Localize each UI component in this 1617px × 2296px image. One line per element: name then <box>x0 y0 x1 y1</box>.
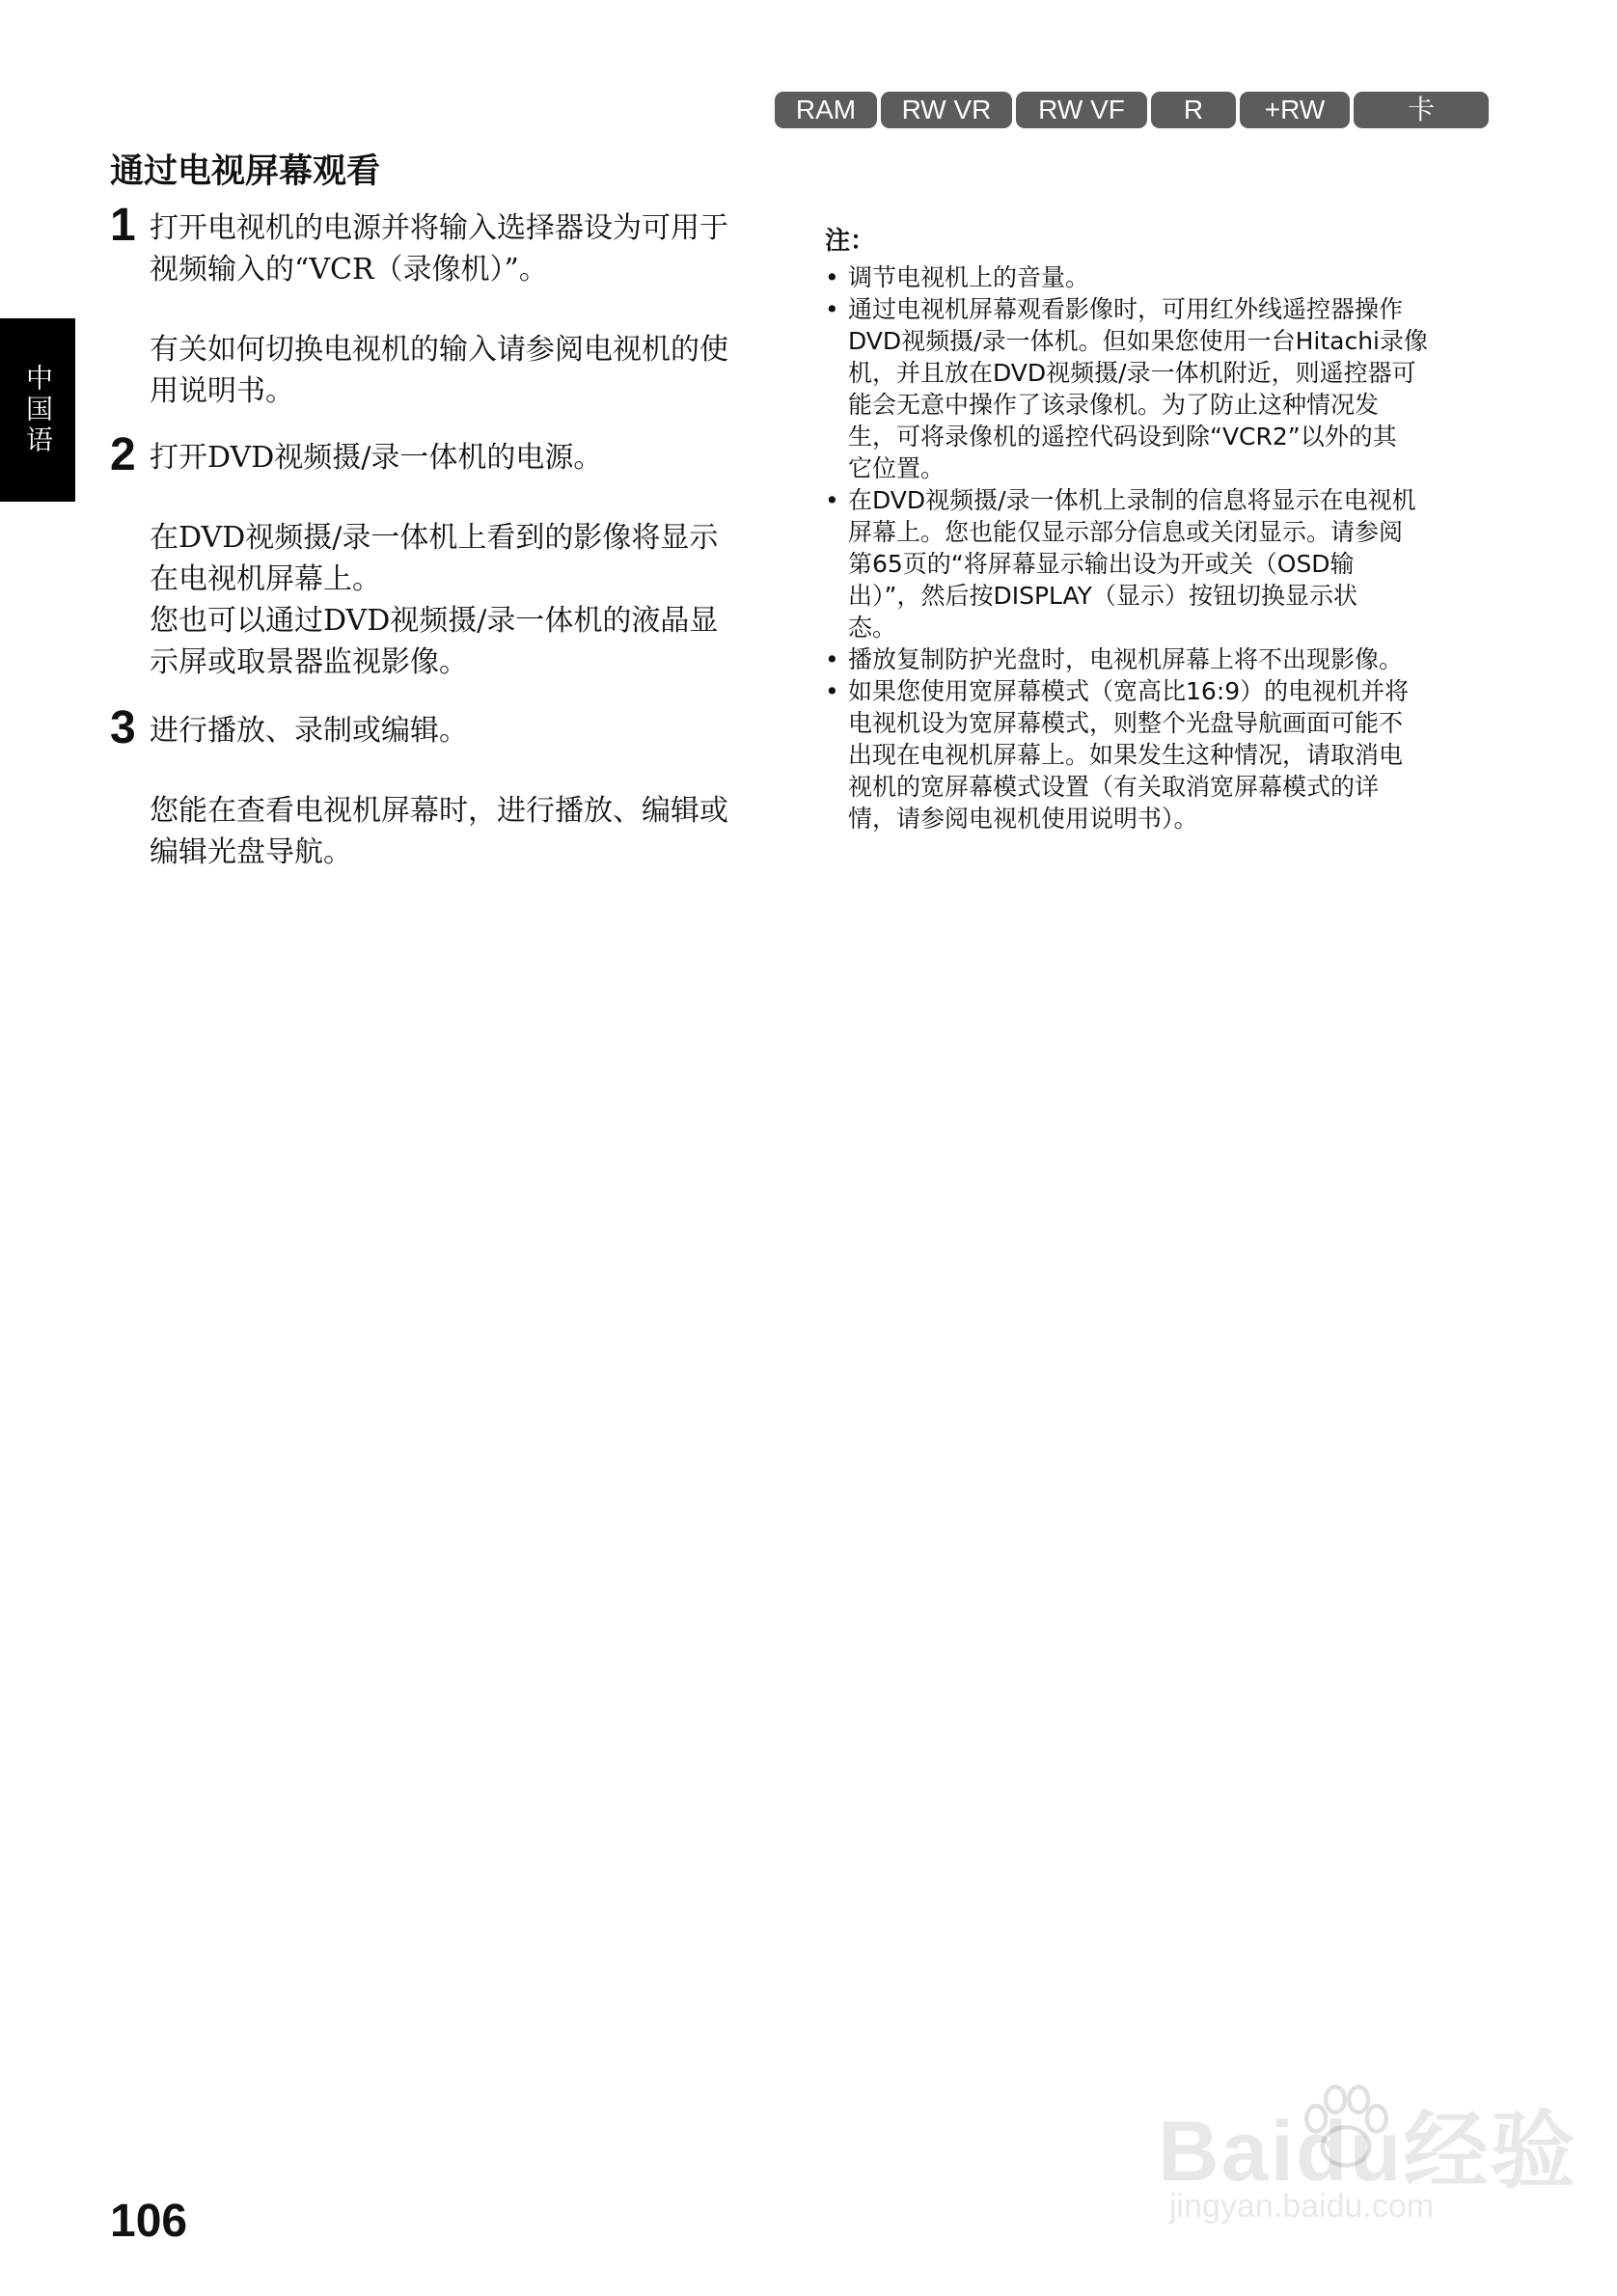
note-line: 它位置。 <box>848 454 946 482</box>
note-line: 屏幕上。您也能仅显示部分信息或关闭显示。请参阅 <box>848 518 1404 546</box>
step-number: 3 <box>110 702 136 753</box>
note-line: 电视机设为宽屏幕模式，则整个光盘导航画面可能不 <box>848 709 1404 737</box>
media-tag-r: R <box>1151 92 1236 128</box>
step-body-line: 在DVD视频摄/录一体机上看到的影像将显示 <box>150 521 719 555</box>
note-line: 出）”，然后按DISPLAY（显示）按钮切换显示状 <box>848 582 1357 610</box>
note-line: 调节电视机上的音量。 <box>848 263 1090 291</box>
note-line: 如果您使用宽屏幕模式（宽高比16:9）的电视机并将 <box>848 677 1410 705</box>
step-body <box>150 329 776 412</box>
bullet-icon: • <box>825 677 839 705</box>
section-title: 通过电视屏幕观看 <box>110 152 381 191</box>
step-heading-line: 打开电视机的电源并将输入选择器设为可用于 <box>150 211 728 245</box>
step-body-line: 示屏或取景器监视影像。 <box>150 645 468 679</box>
step-body-line: 有关如何切换电视机的输入请参阅电视机的使 <box>150 333 728 367</box>
media-tag-rw-vr: RW VR <box>881 92 1012 128</box>
bullet-icon: • <box>825 645 839 673</box>
note-line: 通过电视机屏幕观看影像时，可用红外线遥控器操作 <box>848 295 1404 323</box>
step-body <box>150 517 776 683</box>
step-heading <box>150 207 776 290</box>
note-line: 生，可将录像机的遥控代码设到除“VCR2”以外的其 <box>848 423 1397 451</box>
language-tab-label: 中国语 <box>22 364 54 456</box>
notes-section <box>825 225 1500 834</box>
notes-list <box>825 261 1500 834</box>
step-body-line: 您也可以通过DVD视频摄/录一体机的液晶显 <box>150 604 719 638</box>
step-body-line: 您能在查看电视机屏幕时，进行播放、编辑或 <box>150 794 728 828</box>
note-item <box>825 293 1500 484</box>
watermark-logo-text: Baidu经验 <box>1158 2103 1577 2199</box>
step-heading-line: 打开DVD视频摄/录一体机的电源。 <box>150 441 603 475</box>
step-3 <box>110 702 776 873</box>
step-heading <box>150 710 776 752</box>
step-number: 1 <box>110 200 136 251</box>
note-line: DVD视频摄/录一体机。但如果您使用一台Hitachi录像 <box>848 327 1428 355</box>
step-1 <box>110 200 776 412</box>
watermark-url: jingyan.baidu.com <box>1169 2188 1435 2225</box>
step-heading-line: 进行播放、录制或编辑。 <box>150 714 468 748</box>
note-item <box>825 675 1500 834</box>
step-body <box>150 790 776 873</box>
media-tag-ram: RAM <box>775 92 877 128</box>
steps-column <box>110 200 776 873</box>
note-line: 视机的宽屏幕模式设置（有关取消宽屏幕模式的详 <box>848 773 1380 801</box>
note-line: 态。 <box>848 614 897 642</box>
step-body-line: 在电视机屏幕上。 <box>150 562 381 596</box>
step-body-line: 用说明书。 <box>150 374 294 408</box>
step-heading <box>150 437 776 478</box>
note-line: 在DVD视频摄/录一体机上录制的信息将显示在电视机 <box>848 486 1416 514</box>
baidu-watermark <box>1158 2074 1577 2228</box>
note-item <box>825 484 1500 643</box>
note-line: 第65页的“将屏幕显示输出设为开或关（OSD输 <box>848 550 1355 578</box>
page-number: 106 <box>110 2196 188 2247</box>
media-tag-card: 卡 <box>1354 92 1489 128</box>
bullet-icon: • <box>825 263 839 291</box>
language-tab <box>0 318 75 502</box>
step-body-line: 编辑光盘导航。 <box>150 835 352 869</box>
note-item <box>825 643 1500 675</box>
bullet-icon: • <box>825 486 839 514</box>
note-line: 出现在电视机屏幕上。如果发生这种情况，请取消电 <box>848 741 1404 769</box>
note-line: 播放复制防护光盘时，电视机屏幕上将不出现影像。 <box>848 645 1404 673</box>
note-item <box>825 261 1500 293</box>
step-heading-line: 视频输入的“VCR（录像机）”。 <box>150 253 548 287</box>
note-line: 情，请参阅电视机使用说明书）。 <box>848 805 1198 833</box>
bullet-icon: • <box>825 295 839 323</box>
media-tag-rw-vf: RW VF <box>1016 92 1147 128</box>
notes-title: 注： <box>825 227 876 256</box>
note-line: 能会无意中操作了该录像机。为了防止这种情况发 <box>848 391 1380 419</box>
step-2 <box>110 429 776 683</box>
media-tag-plus-rw: +RW <box>1240 92 1350 128</box>
step-number: 2 <box>110 429 136 480</box>
media-tags <box>775 92 1493 128</box>
note-line: 机，并且放在DVD视频摄/录一体机附近，则遥控器可 <box>848 359 1416 387</box>
